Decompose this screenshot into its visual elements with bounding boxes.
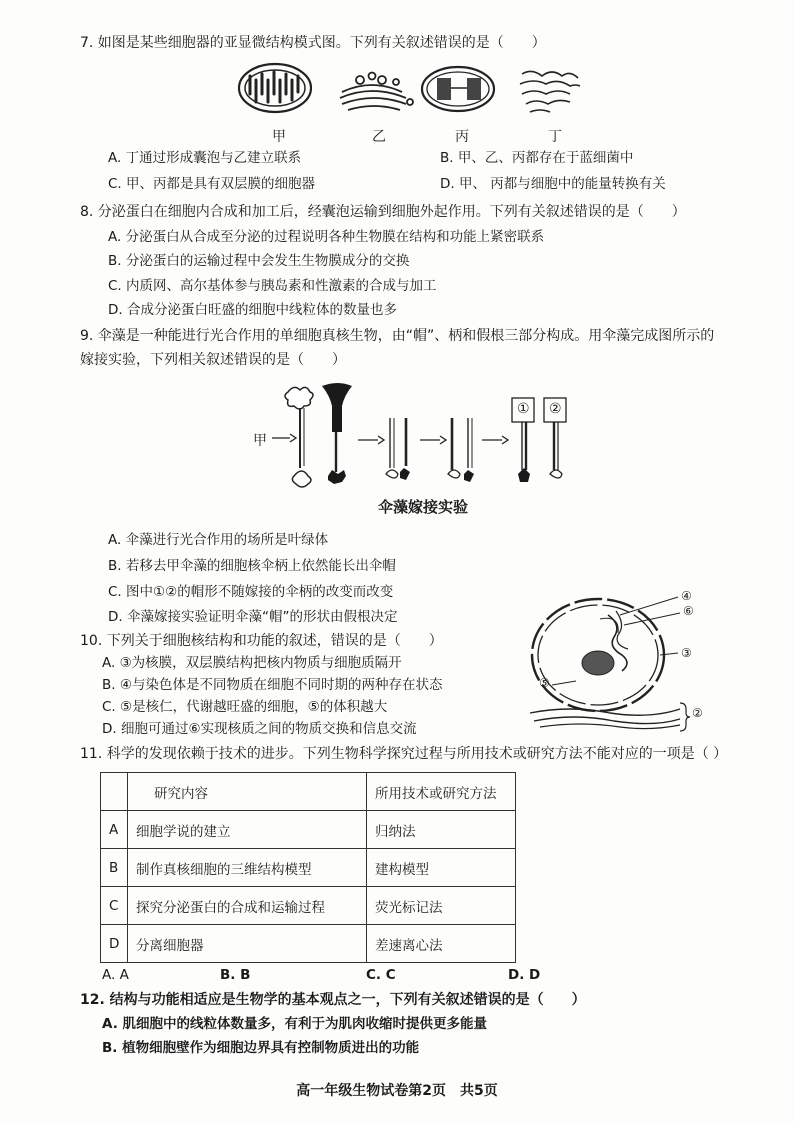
q9-option-b[interactable]: B. 若移去甲伞藻的细胞核伞柄上依然能长出伞帽 (108, 558, 396, 574)
table-header-cell: 研究内容 (128, 773, 367, 811)
label-jia: 甲 (272, 129, 286, 145)
q11-option-d[interactable]: D. D (508, 967, 541, 983)
q12-option-b[interactable]: B. 植物细胞壁作为细胞边界具有控制物质进出的功能 (102, 1040, 420, 1056)
q11-table (100, 772, 516, 963)
table-cell: D (101, 925, 128, 963)
grafted-plants-icon (448, 418, 474, 482)
table-row (101, 887, 516, 925)
q8-option-c[interactable]: C. 内质网、高尔基体参与胰岛素和性激素的合成与加工 (108, 278, 437, 294)
golgi-icon (340, 73, 413, 111)
nucleus-label-6: ⑥ (683, 604, 694, 618)
q10-option-d[interactable]: D. 细胞可通过⑥实现核质之间的物质交换和信息交流 (102, 721, 417, 737)
table-cell: 建构模型 (367, 849, 516, 887)
table-row (101, 811, 516, 849)
acetabularia-yi-icon (322, 383, 352, 484)
q7-option-a[interactable]: A. 丁通过形成囊泡与乙建立联系 (108, 150, 302, 166)
result-box-1-label: ① (517, 401, 530, 417)
table-cell: C (101, 887, 128, 925)
q10-option-a[interactable]: A. ③为核膜，双层膜结构把核内物质与细胞质隔开 (102, 655, 402, 671)
q7-stem: 7. 如图是某些细胞器的亚显微结构模式图。下列有关叙述错误的是（ ） (80, 35, 546, 51)
table-cell: B (101, 849, 128, 887)
q9-stem-line1: 9. 伞藻是一种能进行光合作用的单细胞真核生物，由“帽”、柄和假根三部分构成。用伞藻完成图所示的 (80, 328, 715, 344)
table-header-cell (101, 773, 128, 811)
table-cell: 归纳法 (367, 811, 516, 849)
q9-option-d[interactable]: D. 伞藻嫁接实验证明伞藻“帽”的形状由假根决定 (108, 609, 398, 625)
q11-option-a[interactable]: A. A (102, 967, 129, 983)
grafted-stalks-icon (386, 418, 410, 480)
nucleus-label-3: ③ (681, 646, 692, 660)
q10-stem: 10. 下列关于细胞核结构和功能的叙述，错误的是（ ） (80, 633, 443, 649)
nucleus-label-2: ② (692, 706, 703, 720)
result-plants-icon (518, 422, 562, 482)
q9-option-a[interactable]: A. 伞藻进行光合作用的场所是叶绿体 (108, 532, 329, 548)
q7-option-b[interactable]: B. 甲、乙、丙都存在于蓝细菌中 (440, 150, 634, 166)
q10-option-c[interactable]: C. ⑤是核仁，代谢越旺盛的细胞，⑤的体积越大 (102, 699, 388, 715)
table-row (101, 925, 516, 963)
mitochondrion-icon (239, 64, 311, 112)
chloroplast-icon (422, 67, 494, 111)
fig-label-jia: 甲 (253, 433, 267, 449)
result-box-2-label: ② (549, 401, 562, 417)
table-header-cell: 所用技术或研究方法 (367, 773, 516, 811)
q7-option-c[interactable]: C. 甲、丙都是具有双层膜的细胞器 (108, 176, 316, 192)
q8-stem: 8. 分泌蛋白在细胞内合成和加工后，经囊泡运输到细胞外起作用。下列有关叙述错误的是（ ） (80, 204, 686, 220)
table-cell: 探究分泌蛋白的合成和运输过程 (128, 887, 367, 925)
acetabularia-figure (270, 378, 580, 498)
nucleus-label-5: ⑤ (539, 676, 550, 690)
label-ding: 丁 (548, 129, 562, 145)
label-yi: 乙 (372, 129, 386, 145)
table-cell: 荧光标记法 (367, 887, 516, 925)
q9-option-c[interactable]: C. 图中①②的帽形不随嫁接的伞柄的改变而改变 (108, 584, 394, 600)
endoplasmic-reticulum-icon (520, 71, 580, 112)
acetabularia-jia-icon (285, 387, 313, 487)
q8-option-d[interactable]: D. 合成分泌蛋白旺盛的细胞中线粒体的数量也多 (108, 302, 397, 318)
table-cell: 制作真核细胞的三维结构模型 (128, 849, 367, 887)
table-cell: A (101, 811, 128, 849)
q10-option-b[interactable]: B. ④与染色体是不同物质在细胞不同时期的两种存在状态 (102, 677, 443, 693)
q11-stem: 11. 科学的发现依赖于技术的进步。下列生物科学探究过程与所用技术或研究方法不能对应的一项是（ ） (80, 746, 728, 762)
q12-stem: 12. 结构与功能相适应是生物学的基本观点之一，下列有关叙述错误的是（ ） (80, 992, 586, 1008)
q11-option-b[interactable]: B. B (220, 967, 251, 983)
table-row (101, 849, 516, 887)
organelle-figure (230, 58, 590, 120)
page-footer: 高一年级生物试卷第2页 共5页 (296, 1083, 498, 1099)
q9-figure-caption: 伞藻嫁接实验 (378, 498, 469, 516)
q7-option-d[interactable]: D. 甲、 丙都与细胞中的能量转换有关 (440, 176, 666, 192)
q8-option-a[interactable]: A. 分泌蛋白从合成至分泌的过程说明各种生物膜在结构和功能上紧密联系 (108, 229, 545, 245)
q11-option-c[interactable]: C. C (366, 967, 396, 983)
table-cell: 细胞学说的建立 (128, 811, 367, 849)
q9-stem-line2: 嫁接实验，下列相关叙述错误的是（ ） (80, 352, 346, 368)
nucleus-label-4: ④ (681, 589, 692, 603)
q12-option-a[interactable]: A. 肌细胞中的线粒体数量多，有利于为肌肉收缩时提供更多能量 (102, 1016, 488, 1032)
label-bing: 丙 (455, 129, 469, 145)
nucleus-icon (530, 597, 690, 731)
q8-option-b[interactable]: B. 分泌蛋白的运输过程中会发生生物膜成分的交换 (108, 253, 410, 269)
table-header-row (101, 773, 516, 811)
nucleus-figure (520, 585, 700, 735)
table-cell: 差速离心法 (367, 925, 516, 963)
table-cell: 分离细胞器 (128, 925, 367, 963)
